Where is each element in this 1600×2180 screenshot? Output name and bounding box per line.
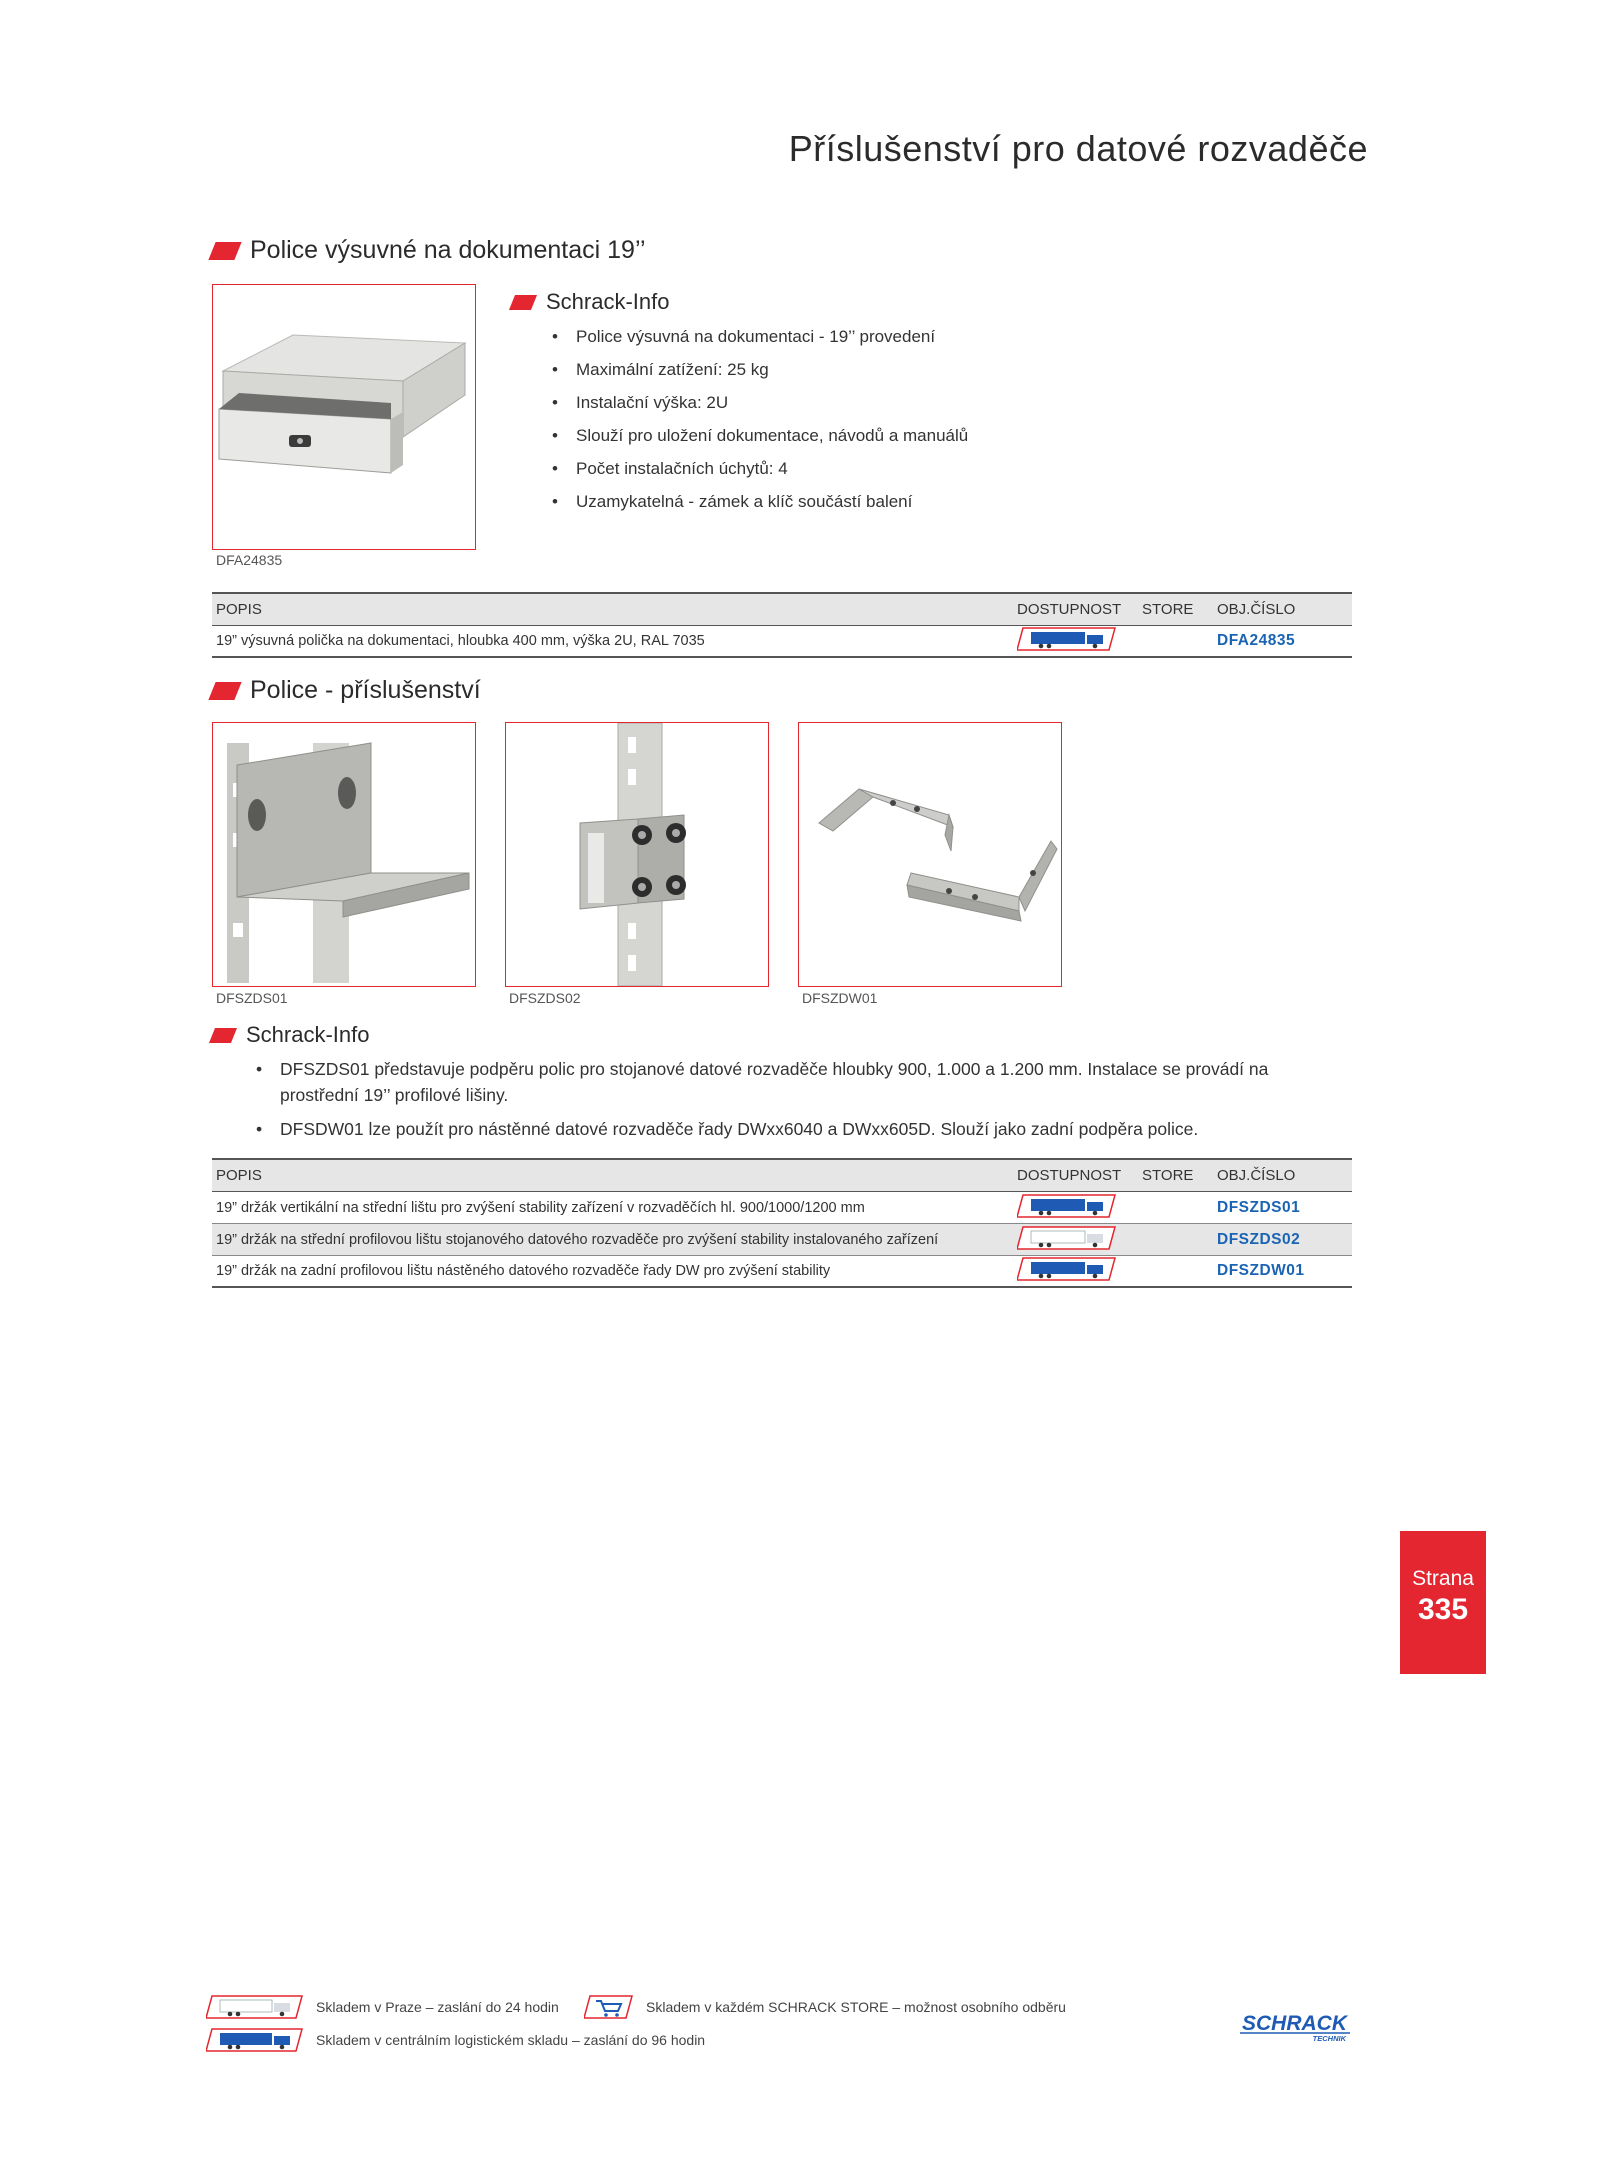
image-caption: DFSZDS01	[216, 990, 288, 1006]
page-number-tab	[1400, 1531, 1486, 1674]
blue-truck-icon	[206, 2027, 304, 2053]
bracket-dw01-image	[798, 722, 1062, 987]
row-description: 19” výsuvná polička na dokumentaci, hloubka 400 mm, výška 2U, RAL 7035	[216, 633, 705, 649]
schrack-logo	[1238, 2008, 1356, 2047]
list-item: • Police výsuvná na dokumentaci - 19’’ provedení	[552, 320, 968, 353]
list-item: • Počet instalačních úchytů: 4	[552, 452, 968, 485]
availability-truck-icon	[1017, 1225, 1142, 1255]
image-caption: DFA24835	[216, 552, 283, 568]
info-title: Schrack-Info	[246, 1022, 370, 1047]
image-caption: DFSZDW01	[802, 990, 878, 1006]
product-table-accessories	[212, 1158, 1352, 1288]
red-bullet-icon	[209, 1028, 237, 1043]
drawer-illustration	[213, 285, 475, 549]
section-heading-accessories	[212, 676, 481, 705]
legend-item-store	[584, 1994, 1066, 2020]
order-code-link[interactable]: DFSZDS02	[1217, 1230, 1301, 1248]
row-description: 19” držák na zadní profilovou lištu nástěného datového rozvaděče řady DW pro zvýšení stability	[216, 1263, 831, 1279]
logo-sub-text: TECHNIK	[1312, 2034, 1346, 2042]
white-truck-icon	[206, 1994, 304, 2020]
info-heading	[212, 1022, 370, 1048]
order-code-link[interactable]: DFSZDW01	[1217, 1262, 1305, 1279]
list-item: • Instalační výška: 2U	[552, 386, 968, 419]
list-item: • DFSDW01 lze použít pro nástěnné datové rozvaděče řady DWxx6040 a DWxx605D. Slouží jako zadní podpěra police.	[256, 1116, 1336, 1142]
logo-brand-text: SCHRACK	[1242, 2012, 1347, 2035]
image-caption: DFSZDS02	[509, 990, 581, 1006]
availability-truck-icon	[1017, 626, 1142, 656]
row-description: 19” držák vertikální na střední lištu pro zvýšení stability zařízení v rozvaděčích hl. 900/1000/1200 mm	[216, 1199, 865, 1216]
col-obj-cislo: OBJ.ČÍSLO	[1217, 601, 1296, 618]
col-store: STORE	[1142, 601, 1194, 618]
red-bullet-icon	[509, 295, 537, 310]
table-row	[212, 1224, 1352, 1256]
table-header	[212, 1158, 1352, 1192]
red-bullet-icon	[208, 682, 241, 700]
list-item: • Slouží pro uložení dokumentace, návodů a manuálů	[552, 419, 968, 452]
col-dostupnost: DOSTUPNOST	[1017, 1167, 1122, 1184]
product-table-drawer	[212, 592, 1352, 658]
legend-text: Skladem v centrálním logistickém skladu – zaslání do 96 hodin	[316, 2032, 706, 2048]
col-dostupnost: DOSTUPNOST	[1017, 601, 1122, 618]
order-code-link[interactable]: DFA24835	[1217, 632, 1296, 649]
info-title: Schrack-Info	[546, 289, 670, 314]
order-code-link[interactable]: DFSZDS01	[1217, 1198, 1301, 1216]
legend-item-central	[206, 2027, 705, 2053]
cart-icon	[584, 1994, 634, 2020]
info-heading	[512, 289, 670, 315]
table-header	[212, 592, 1352, 626]
page-number: 335	[1417, 1593, 1469, 1626]
section-heading-drawer	[212, 236, 646, 265]
bracket-ds01-image	[212, 722, 476, 987]
availability-truck-icon	[1017, 1256, 1142, 1286]
col-obj-cislo: OBJ.ČÍSLO	[1217, 1167, 1296, 1184]
row-description: 19” držák na střední profilovou lištu stojanového datového rozvaděče pro zvýšení stability instalovaného zařízení	[216, 1231, 939, 1248]
bracket-ds02-image	[505, 722, 769, 987]
list-item: • Maximální zatížení: 25 kg	[552, 353, 968, 386]
info-bullet-list	[552, 320, 968, 518]
table-row	[212, 1256, 1352, 1288]
section-title: Police výsuvné na dokumentaci 19’’	[250, 236, 646, 264]
legend-item-praha	[206, 1994, 559, 2020]
red-bullet-icon	[208, 242, 241, 260]
list-item: • Uzamykatelná - zámek a klíč součástí balení	[552, 485, 968, 518]
table-row	[212, 1192, 1352, 1224]
info-bullet-list	[256, 1056, 1336, 1150]
legend-text: Skladem v Praze – zaslání do 24 hodin	[316, 1999, 559, 2015]
drawer-product-image	[212, 284, 476, 550]
page-title: Příslušenství pro datové rozvaděče	[788, 128, 1368, 169]
table-row	[212, 626, 1352, 658]
availability-truck-icon	[1017, 1193, 1142, 1223]
page-label: Strana	[1412, 1567, 1474, 1590]
col-popis: POPIS	[216, 1167, 262, 1184]
section-title: Police - příslušenství	[250, 676, 481, 704]
list-item: • DFSZDS01 představuje podpěru polic pro stojanové datové rozvaděče hloubky 900, 1.000 a 1.200 mm. Instalace se provádí na prostřední 19’’ profilové lišiny.	[256, 1056, 1336, 1108]
col-popis: POPIS	[216, 601, 262, 618]
col-store: STORE	[1142, 1167, 1194, 1184]
legend-text: Skladem v každém SCHRACK STORE – možnost osobního odběru	[646, 1999, 1066, 2015]
